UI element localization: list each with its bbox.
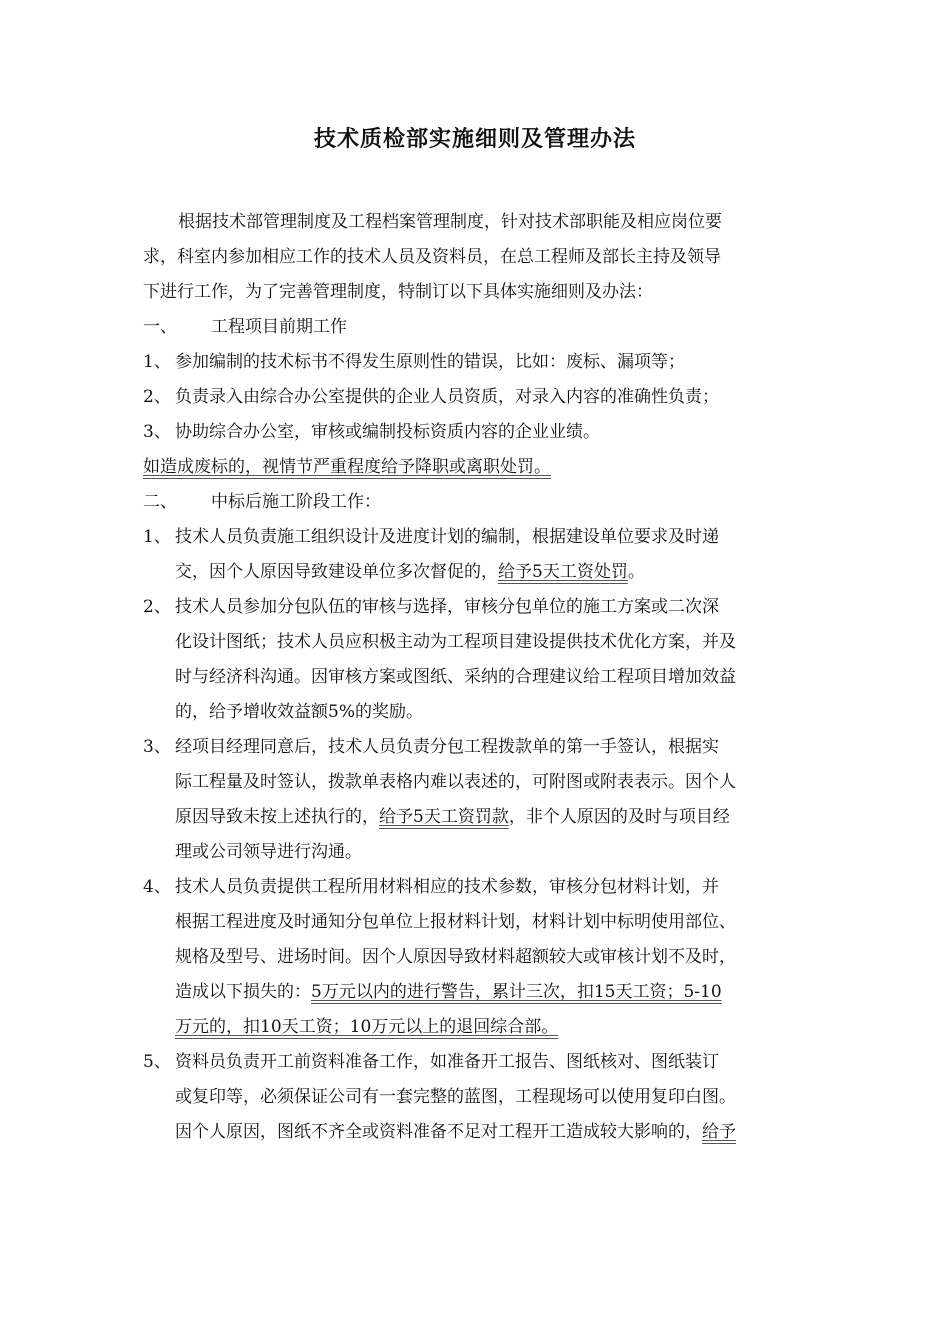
item-number: 1、	[143, 527, 171, 547]
item-continuation: 际工程量及时签认，拨款单表格内难以表述的，可附图或附表表示。因个人	[175, 772, 736, 792]
item-text: 资料员负责开工前资料准备工作，如准备开工报告、图纸核对、图纸装订	[175, 1052, 719, 1072]
item-number: 5、	[143, 1052, 171, 1072]
section-heading	[143, 485, 808, 520]
list-item	[143, 415, 808, 450]
item-text: 技术人员负责提供工程所用材料相应的技术参数，审核分包材料计划，并	[175, 877, 719, 897]
list-item	[143, 1045, 808, 1080]
item-continuation: 化设计图纸；技术人员应积极主动为工程项目建设提供技术优化方案，并及	[175, 632, 736, 652]
section-number: 二、	[143, 492, 177, 512]
item-text: 经项目经理同意后，技术人员负责分包工程拨款单的第一手签认，根据实	[175, 737, 719, 757]
intro-line: 根据技术部管理制度及工程档案管理制度，针对技术部职能及相应岗位要	[178, 212, 722, 232]
item-text: 技术人员参加分包队伍的审核与选择，审核分包单位的施工方案或二次深	[175, 597, 719, 617]
penalty-text: 如造成废标的，视情节严重程度给予降职或离职处罚。	[143, 457, 551, 477]
penalty-note	[143, 450, 808, 485]
item-number: 3、	[143, 737, 171, 757]
item-text: 负责录入由综合办公室提供的企业人员资质，对录入内容的准确性负责；	[175, 387, 719, 407]
list-item	[143, 730, 808, 765]
intro-line: 求，科室内参加相应工作的技术人员及资料员，在总工程师及部长主持及领导	[143, 247, 721, 267]
item-text: ，非个人原因的及时与项目经	[508, 807, 730, 827]
item-continuation	[143, 1010, 808, 1045]
item-text: 造成以下损失的：	[175, 982, 311, 1002]
item-continuation	[143, 555, 808, 590]
item-continuation: 规格及型号、进场时间。因个人原因导致材料超额较大或审核计划不及时，	[175, 947, 736, 967]
section-number: 一、	[143, 317, 177, 337]
item-text: 协助综合办公室，审核或编制投标资质内容的企业业绩。	[175, 422, 600, 442]
penalty-text: 给予	[702, 1122, 736, 1142]
item-number: 4、	[143, 877, 171, 897]
item-text: 。	[627, 562, 645, 582]
item-text: 因个人原因，图纸不齐全或资料准备不足对工程开工造成较大影响的，	[175, 1122, 702, 1142]
document-body	[143, 205, 808, 1150]
item-continuation: 根据工程进度及时通知分包单位上报材料计划，材料计划中标明使用部位、	[175, 912, 736, 932]
item-text: 原因导致未按上述执行的，	[175, 807, 379, 827]
intro-line: 下进行工作，为了完善管理制度，特制订以下具体实施细则及办法：	[143, 282, 653, 302]
list-item	[143, 380, 808, 415]
item-number: 2、	[143, 597, 171, 617]
item-text: 参加编制的技术标书不得发生原则性的错误，比如：废标、漏项等；	[175, 352, 685, 372]
item-continuation	[143, 975, 808, 1010]
penalty-text: 万元的，扣10天工资；10万元以上的退回综合部。	[175, 1017, 559, 1037]
item-number: 2、	[143, 387, 171, 407]
section-title: 中标后施工阶段工作：	[211, 492, 381, 512]
penalty-text: 5万元以内的进行警告，累计三次，扣15天工资；5-10	[311, 982, 722, 1002]
list-item	[143, 345, 808, 380]
penalty-text: 给予5天工资罚款	[379, 807, 509, 827]
item-continuation	[143, 1115, 808, 1150]
document-title: 技术质检部实施细则及管理办法	[313, 127, 636, 152]
penalty-text: 给予5天工资处罚	[498, 562, 628, 582]
item-text: 交，因个人原因导致建设单位多次督促的，	[175, 562, 498, 582]
section-title: 工程项目前期工作	[211, 317, 347, 337]
item-continuation	[143, 800, 808, 835]
item-continuation: 理或公司领导进行沟通。	[175, 842, 362, 862]
item-continuation: 的，给予增收效益额5%的奖励。	[175, 702, 423, 722]
item-text: 技术人员负责施工组织设计及进度计划的编制，根据建设单位要求及时递	[175, 527, 719, 547]
item-number: 1、	[143, 352, 171, 372]
item-continuation: 时与经济科沟通。因审核方案或图纸、采纳的合理建议给工程项目增加效益	[175, 667, 736, 687]
list-item	[143, 520, 808, 555]
item-continuation: 或复印等，必须保证公司有一套完整的蓝图，工程现场可以使用复印白图。	[175, 1087, 736, 1107]
list-item	[143, 590, 808, 625]
section-heading	[143, 310, 808, 345]
list-item	[143, 870, 808, 905]
item-number: 3、	[143, 422, 171, 442]
